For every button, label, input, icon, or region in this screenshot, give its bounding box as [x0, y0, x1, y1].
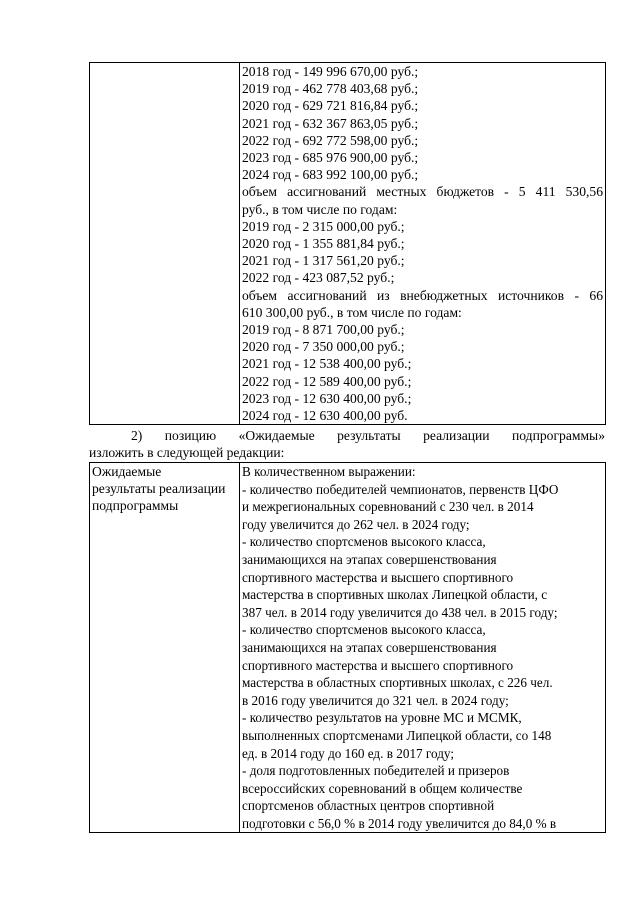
- results-line: мастерства в спортивных школах Липецкой области, с: [242, 587, 548, 603]
- funding-line: 610 300,00 руб., в том числе по годам:: [242, 304, 462, 320]
- results-line: в 2016 году увеличится до 321 чел. в 2024 году;: [242, 692, 509, 708]
- results-table: [89, 462, 606, 833]
- results-line: году увеличится до 262 чел. в 2024 году;: [242, 516, 470, 532]
- funding-line: 2021 год - 1 317 561,20 руб.;: [242, 253, 405, 269]
- funding-line: 2020 год - 7 350 000,00 руб.;: [242, 339, 405, 355]
- funding-line: объем ассигнований из внебюджетных источников - 66: [242, 287, 603, 303]
- funding-line: объем ассигнований местных бюджетов - 5 411 530,56: [242, 184, 603, 200]
- results-line: В количественном выражении:: [242, 464, 416, 479]
- funding-line: 2024 год - 683 992 100,00 руб.;: [242, 167, 419, 183]
- results-content-cell: [240, 463, 606, 833]
- label-line: подпрограммы: [92, 498, 179, 513]
- results-line: 387 чел. в 2014 году увеличится до 438 чел. в 2015 году;: [242, 604, 558, 620]
- funding-line: 2022 год - 423 087,52 руб.;: [242, 270, 395, 286]
- results-line: всероссийских соревнований в общем количестве: [242, 780, 523, 796]
- results-line: спортсменов областных центров спортивной: [242, 798, 495, 814]
- results-line: ед. в 2014 году до 160 ед. в 2017 году;: [242, 745, 455, 761]
- instruction-paragraph: [89, 427, 605, 461]
- funding-line: 2019 год - 8 871 700,00 руб.;: [242, 322, 405, 338]
- funding-line: 2021 год - 12 538 400,00 руб.;: [242, 356, 412, 372]
- funding-line: руб., в том числе по годам:: [242, 201, 398, 217]
- results-line: подготовки с 56,0 % в 2014 году увеличится до 84,0 % в: [242, 815, 557, 831]
- results-line: - количество спортсменов высокого класса,: [242, 534, 486, 550]
- funding-line: 2023 год - 12 630 400,00 руб.;: [242, 390, 412, 406]
- paragraph-line: 2) позицию «Ожидаемые результаты реализации подпрограммы»: [131, 428, 605, 443]
- results-line: - количество победителей чемпионатов, первенств ЦФО: [242, 481, 559, 497]
- results-line: и межрегиональных соревнований с 230 чел. в 2014: [242, 499, 534, 515]
- results-label-cell: [90, 463, 240, 833]
- funding-line: 2020 год - 1 355 881,84 руб.;: [242, 236, 405, 252]
- results-line: занимающихся на этапах совершенствования: [242, 551, 497, 567]
- results-line: занимающихся на этапах совершенствования: [242, 639, 497, 655]
- results-line: - количество результатов на уровне МС и МСМК,: [242, 710, 522, 726]
- empty-label-cell: [90, 63, 240, 425]
- funding-line: 2022 год - 692 772 598,00 руб.;: [242, 132, 419, 148]
- table-row: [90, 463, 606, 833]
- results-line: - доля подготовленных победителей и призеров: [242, 763, 510, 779]
- funding-line: 2018 год - 149 996 670,00 руб.;: [242, 64, 419, 79]
- results-line: спортивного мастерства и высшего спортивного: [242, 569, 514, 585]
- paragraph-line: изложить в следующей редакции:: [89, 445, 285, 460]
- label-line: результаты реализации: [92, 481, 226, 496]
- label-line: Ожидаемые: [92, 464, 162, 479]
- funding-line: 2019 год - 2 315 000,00 руб.;: [242, 218, 405, 234]
- funding-line: 2022 год - 12 589 400,00 руб.;: [242, 373, 412, 389]
- funding-line: 2019 год - 462 778 403,68 руб.;: [242, 81, 419, 97]
- funding-line: 2020 год - 629 721 816,84 руб.;: [242, 98, 419, 114]
- results-line: мастерства в областных спортивных школах, с 226 чел.: [242, 675, 553, 691]
- funding-line: 2021 год - 632 367 863,05 руб.;: [242, 115, 419, 131]
- results-line: спортивного мастерства и высшего спортивного: [242, 657, 514, 673]
- funding-line: 2023 год - 685 976 900,00 руб.;: [242, 150, 419, 166]
- funding-cell: [240, 63, 606, 425]
- funding-line: 2024 год - 12 630 400,00 руб.: [242, 408, 408, 424]
- results-line: выполненных спортсменами Липецкой области, со 148: [242, 727, 552, 743]
- funding-table: [89, 62, 606, 425]
- results-line: - количество спортсменов высокого класса,: [242, 622, 486, 638]
- table-row: [90, 63, 606, 425]
